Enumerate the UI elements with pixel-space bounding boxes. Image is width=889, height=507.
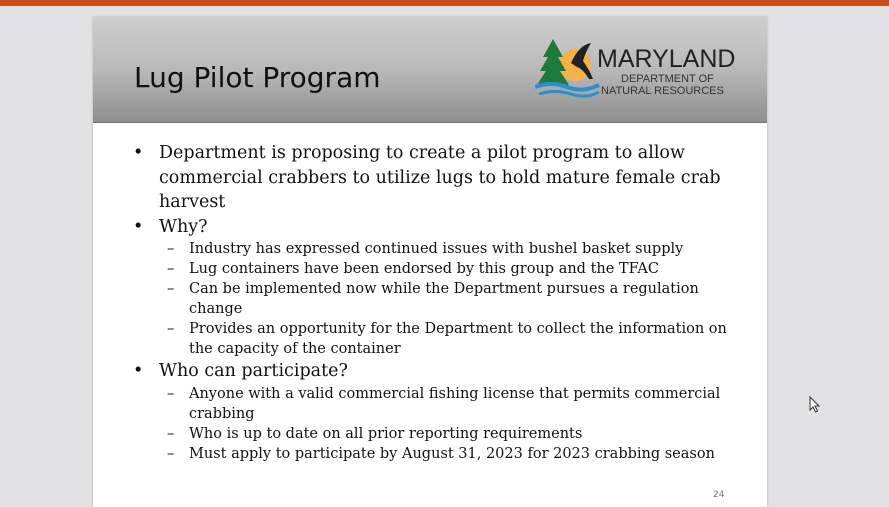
maryland-dnr-logo: MARYLAND DEPARTMENT OF NATURAL RESOURCES xyxy=(535,35,745,99)
sub-bullet: – Must apply to participate by August 31, 2023 for 2023 crabbing season xyxy=(133,444,753,464)
bullet-proposal: • Department is proposing to create a pilot program to allow commercial crabbers to utilize lugs to hold mature female crab harvest xyxy=(133,141,753,215)
bullet-why: • Why? xyxy=(133,215,753,240)
sub-bullet: – Lug containers have been endorsed by this group and the TFAC xyxy=(133,259,753,279)
sub-bullet: – Can be implemented now while the Department pursues a regulation change xyxy=(133,279,753,319)
sub-bullet: – Industry has expressed continued issues with bushel basket supply xyxy=(133,239,753,259)
mouse-cursor-icon xyxy=(809,396,821,414)
window-accent-bar xyxy=(0,0,889,6)
sub-bullet: – Provides an opportunity for the Department to collect the information on the capacity of the container xyxy=(133,319,753,359)
bullet-who: • Who can participate? xyxy=(133,359,753,384)
slide-body xyxy=(133,141,753,464)
sub-bullet: – Anyone with a valid commercial fishing license that permits commercial crabbing xyxy=(133,384,753,424)
tree-heron-logo-icon xyxy=(535,35,601,99)
slide-title: Lug Pilot Program xyxy=(134,61,381,94)
sub-bullet: – Who is up to date on all prior reporting requirements xyxy=(133,424,753,444)
slide-header xyxy=(93,17,767,123)
slide-page-number: 24 xyxy=(713,490,725,500)
presentation-slide xyxy=(93,17,767,507)
